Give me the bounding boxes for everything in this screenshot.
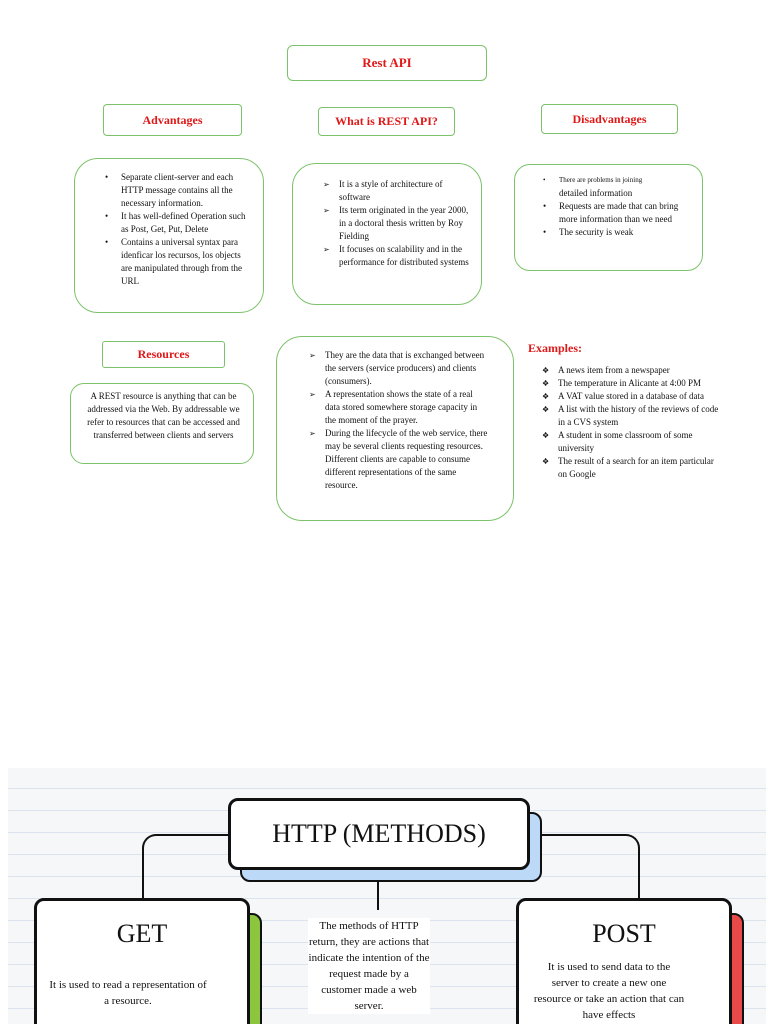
examples-item: ❖ A student in some classroom of some university — [542, 429, 722, 455]
advantages-item: • It has well-defined Operation such as Post, Get, Put, Delete — [105, 210, 253, 236]
examples-item: ❖ A list with the history of the reviews of code in a CVS system — [542, 403, 722, 429]
resources-heading: Resources — [137, 347, 190, 361]
connector-left — [142, 834, 230, 906]
advantages-box — [74, 158, 264, 313]
http-title-card — [228, 798, 530, 870]
what-heading: What is REST API? — [335, 114, 438, 128]
examples-item: ❖ The temperature in Alicante at 4:00 PM — [542, 377, 722, 390]
examples-item: ❖ The result of a search for an item particular on Google — [542, 455, 722, 481]
representations-item: ➢ They are the data that is exchanged between the servers (service producers) and clients (consumers). — [309, 349, 489, 388]
connector-center — [377, 880, 379, 910]
what-list — [323, 178, 473, 269]
resources-text: A REST resource is anything that can be addressed via the Web. By addressable we refer to resources that can be accessed and transferred between clients and servers — [87, 391, 240, 440]
examples-item: ❖ A VAT value stored in a database of data — [542, 390, 722, 403]
post-text: It is used to send data to the server to create a new one resource or take an action that can have effects — [533, 961, 685, 1021]
examples-item: ❖ A news item from a newspaper — [542, 364, 722, 377]
what-item: ➢ Its term originated in the year 2000, in a doctoral thesis written by Roy Fielding — [323, 204, 473, 243]
disadvantages-box — [514, 164, 703, 271]
representations-box — [276, 336, 514, 521]
http-center-text: The methods of HTTP return, they are actions that indicate the intention of the request made by a customer made a web server. — [308, 920, 430, 1012]
what-heading-box — [318, 107, 455, 136]
representations-list — [309, 349, 489, 492]
what-item: ➢ It is a style of architecture of software — [323, 178, 473, 204]
resources-box — [70, 383, 254, 464]
disadvantages-list — [543, 174, 693, 239]
disadvantages-item: • Requests are made that can bring more information than we need — [543, 200, 693, 226]
get-card — [34, 898, 250, 1024]
post-card — [516, 898, 732, 1024]
what-item: ➢ It focuses on scalability and in the performance for distributed systems — [323, 243, 473, 269]
disadvantages-heading: Disadvantages — [572, 111, 647, 126]
advantages-heading: Advantages — [142, 112, 203, 127]
connector-right — [528, 834, 640, 906]
post-title: POST — [592, 919, 656, 948]
main-title-box — [287, 45, 487, 81]
what-box — [292, 163, 482, 305]
examples-heading: Examples: — [528, 341, 582, 355]
representations-item: ➢ During the lifecycle of the web service, there may be several clients requesting resources. Different clients are capable to consume different representations of the same resource. — [309, 427, 489, 492]
representations-item: ➢ A representation shows the state of a real data stored somewhere storage capacity in the moment of the prayer. — [309, 388, 489, 427]
http-methods-panel — [8, 768, 766, 1024]
examples-list — [542, 364, 722, 481]
http-title: HTTP (METHODS) — [272, 819, 486, 848]
main-title: Rest API — [362, 55, 412, 70]
resources-heading-box — [102, 341, 225, 368]
advantages-item: • Contains a universal syntax para iden⁢ficar los recursos, los objects are manipulated through from the URL — [105, 236, 253, 288]
advantages-list — [105, 171, 253, 288]
disadvantages-item-continued: detailed information — [559, 188, 633, 198]
get-title: GET — [116, 919, 168, 948]
get-text: It is used to read a representation of a resource. — [49, 979, 207, 1007]
advantages-heading-box — [103, 104, 242, 136]
disadvantages-item: • There are problems in joining — [543, 174, 693, 187]
disadvantages-heading-box — [541, 104, 678, 134]
disadvantages-item: • The security is weak — [543, 226, 693, 239]
advantages-item: • Separate client-server and each HTTP message contains all the necessary information. — [105, 171, 253, 210]
